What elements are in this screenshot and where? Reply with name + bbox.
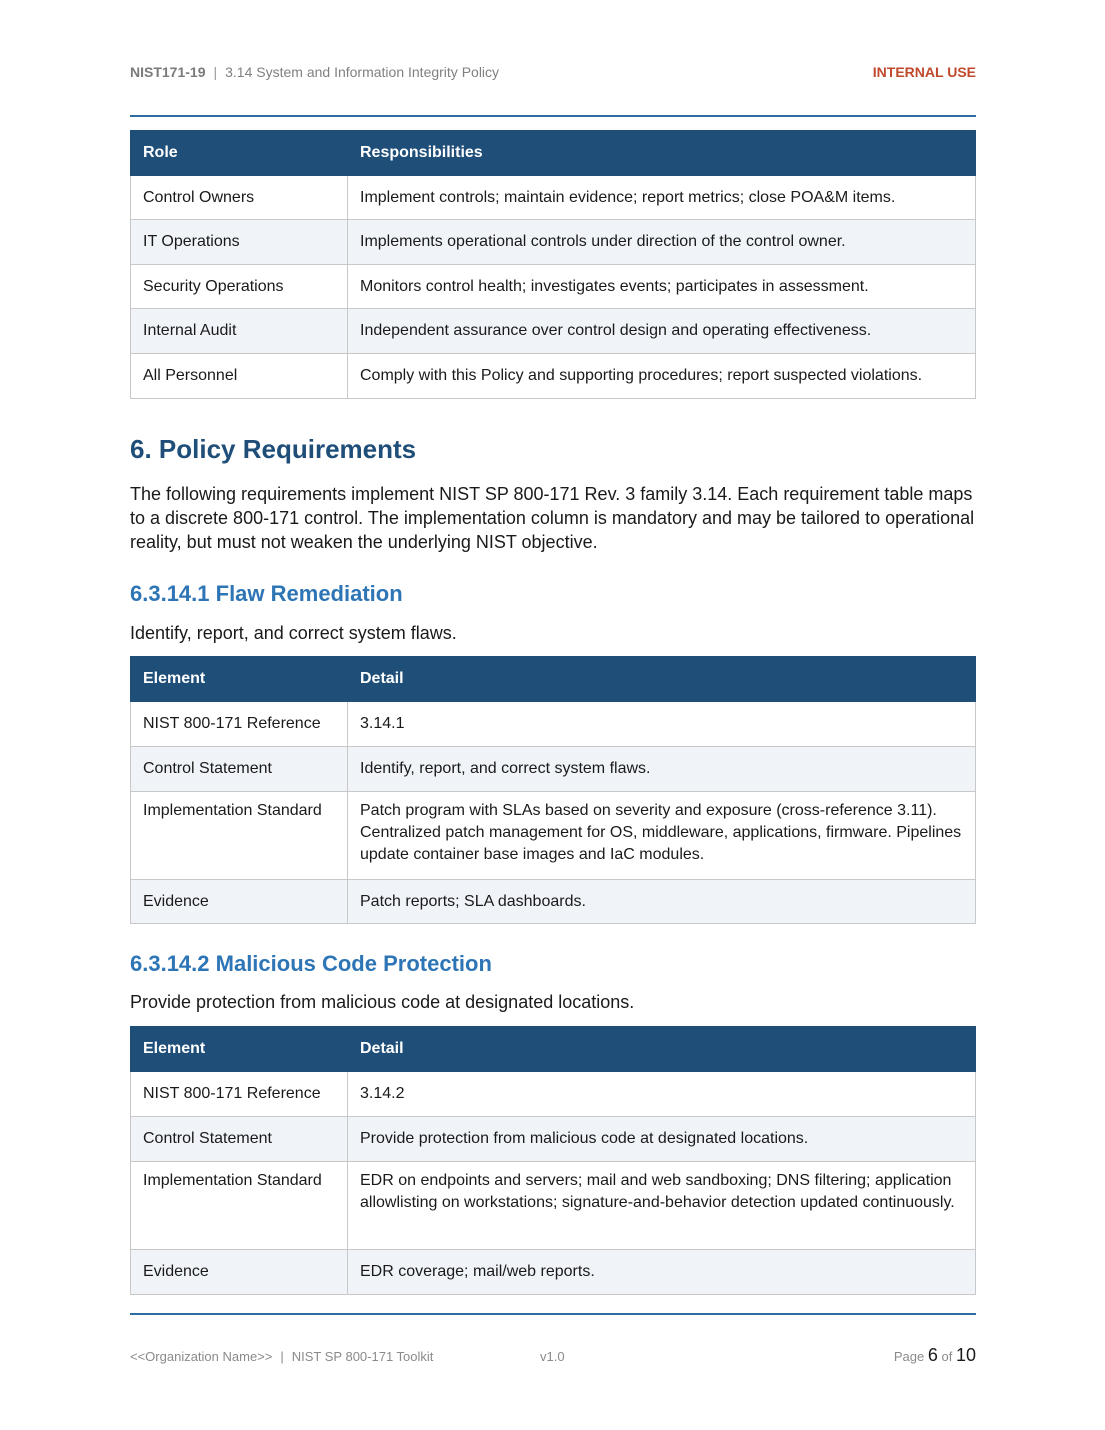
- detail-cell: Provide protection from malicious code at designated locations.: [348, 1117, 976, 1162]
- page-of: of: [941, 1349, 953, 1364]
- requirement-heading-flaw-remediation: 6.3.14.1 Flaw Remediation: [130, 581, 403, 606]
- page-label: Page: [893, 1349, 925, 1364]
- page-total: 10: [955, 1345, 976, 1365]
- responsibility-cell: Monitors control health; investigates events; participates in assessment.: [348, 265, 976, 309]
- table-row: [131, 792, 976, 880]
- table-row: [131, 1117, 976, 1162]
- responsibility-cell: Implements operational controls under direction of the control owner.: [348, 220, 976, 265]
- header-separator: |: [213, 64, 218, 80]
- role-cell: Security Operations: [131, 265, 348, 309]
- responsibility-cell: Comply with this Policy and supporting procedures; report suspected violations.: [348, 354, 976, 399]
- flaw-remediation-table: [130, 656, 976, 924]
- organization-name: <<Organization Name>>: [130, 1349, 273, 1364]
- table-row: [131, 1162, 976, 1250]
- table-header-row: [131, 657, 976, 702]
- table-header-row: [131, 1027, 976, 1072]
- footer-rule: [130, 1313, 976, 1315]
- detail-cell: 3.14.1: [348, 702, 976, 747]
- element-cell: Evidence: [131, 1250, 348, 1295]
- element-cell: Implementation Standard: [131, 792, 348, 880]
- doc-title: 3.14 System and Information Integrity Policy: [225, 64, 500, 80]
- malicious-code-table: [130, 1026, 976, 1295]
- element-cell: Evidence: [131, 880, 348, 924]
- table-row: [131, 1072, 976, 1117]
- page-footer: [130, 1345, 976, 1367]
- page-current: 6: [927, 1345, 938, 1365]
- toolkit-name: NIST SP 800-171 Toolkit: [291, 1349, 434, 1364]
- column-header-responsibilities: Responsibilities: [348, 131, 976, 176]
- role-cell: All Personnel: [131, 354, 348, 399]
- element-cell: NIST 800-171 Reference: [131, 1072, 348, 1117]
- page-header: [130, 64, 976, 84]
- section-heading: 6. Policy Requirements: [130, 434, 417, 464]
- header-rule: [130, 115, 976, 117]
- footer-separator: |: [280, 1349, 284, 1364]
- table-row: [131, 747, 976, 792]
- section-intro: The following requirements implement NIST SP 800-171 Rev. 3 family 3.14. Each requirement table maps to a discrete 800-171 control. The implementation column is mandatory and may be tailored to operational reality, but must not weaken the underlying NIST objective.: [130, 484, 975, 552]
- table-row: [131, 220, 976, 265]
- column-header-detail: Detail: [348, 1027, 976, 1072]
- element-cell: Control Statement: [131, 747, 348, 792]
- version-label: v1.0: [540, 1349, 565, 1364]
- footer-org-info: [130, 1349, 433, 1364]
- table-row: [131, 176, 976, 220]
- requirement-heading-malicious-code: 6.3.14.2 Malicious Code Protection: [130, 951, 492, 976]
- requirement-summary: Provide protection from malicious code at designated locations.: [130, 992, 635, 1012]
- table-row: [131, 880, 976, 924]
- column-header-detail: Detail: [348, 657, 976, 702]
- detail-cell: Patch program with SLAs based on severity and exposure (cross-reference 3.11). Centralized patch management for OS, middleware, applications, firmware. Pipelines update container base images and IaC modules.: [348, 792, 976, 880]
- column-header-element: Element: [131, 1027, 348, 1072]
- detail-cell: EDR coverage; mail/web reports.: [348, 1250, 976, 1295]
- responsibility-cell: Implement controls; maintain evidence; report metrics; close POA&M items.: [348, 176, 976, 220]
- classification-label: INTERNAL USE: [872, 64, 976, 80]
- detail-cell: Patch reports; SLA dashboards.: [348, 880, 976, 924]
- role-cell: Internal Audit: [131, 309, 348, 354]
- table-row: [131, 1250, 976, 1295]
- header-doc-info: [130, 64, 499, 80]
- table-header-row: [131, 131, 976, 176]
- requirement-summary: Identify, report, and correct system flaws.: [130, 623, 457, 643]
- element-cell: NIST 800-171 Reference: [131, 702, 348, 747]
- roles-table: [130, 130, 976, 399]
- table-row: [131, 354, 976, 399]
- doc-code: NIST171-19: [130, 64, 206, 80]
- column-header-element: Element: [131, 657, 348, 702]
- page-number: [894, 1345, 976, 1366]
- table-row: [131, 309, 976, 354]
- table-row: [131, 265, 976, 309]
- role-cell: Control Owners: [131, 176, 348, 220]
- element-cell: Control Statement: [131, 1117, 348, 1162]
- element-cell: Implementation Standard: [131, 1162, 348, 1250]
- responsibility-cell: Independent assurance over control design and operating effectiveness.: [348, 309, 976, 354]
- table-row: [131, 702, 976, 747]
- detail-cell: 3.14.2: [348, 1072, 976, 1117]
- column-header-role: Role: [131, 131, 348, 176]
- detail-cell: EDR on endpoints and servers; mail and web sandboxing; DNS filtering; application allowlisting on workstations; signature-and-behavior detection updated continuously.: [348, 1162, 976, 1250]
- detail-cell: Identify, report, and correct system flaws.: [348, 747, 976, 792]
- role-cell: IT Operations: [131, 220, 348, 265]
